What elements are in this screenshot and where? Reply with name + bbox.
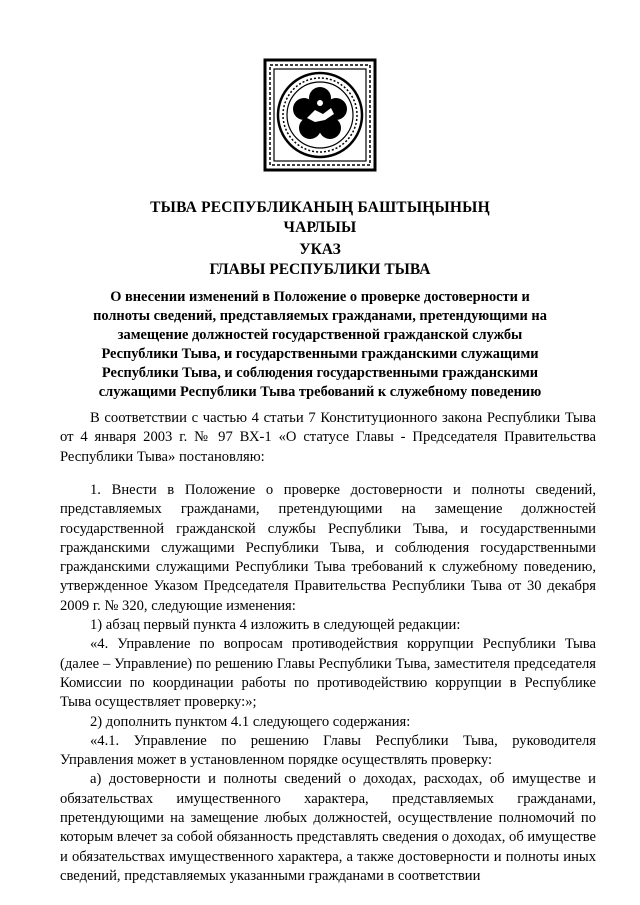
preamble-block: [60, 409, 596, 467]
paragraph: 1) абзац первый пункта 4 изложить в следующей редакции:: [90, 617, 461, 634]
coat-of-arms-emblem: [263, 58, 377, 172]
title-line: О внесении изменений в Положение о проверке достоверности и: [110, 289, 530, 305]
header-tuvan: [0, 198, 640, 238]
header-line-1: ТЫВА РЕСПУБЛИКАНЫҢ БАШТЫҢЫНЫҢ: [150, 199, 490, 216]
header-line-2: ЧАРЛЫЫ: [283, 219, 357, 236]
header-russian: [0, 240, 640, 280]
paragraph: 2) дополнить пунктом 4.1 следующего содержания:: [90, 713, 411, 730]
document-title: [0, 288, 640, 403]
paragraph: 1. Внести в Положение о проверке достоверности и полноты сведений, представляемых гражданами, претендующими на замещение должностей государственной гражданской службы Республики Тыва, и государственными гражданскими служащими Республики Тыва, и соблюдения государственными гражданскими служащими Республики Тыва требований к служебному поведению, утвержденное Указом Председателя Правительства Республики Тыва от 30 декабря 2009 г. № 320, следующие изменения:: [60, 482, 596, 614]
title-line: полноты сведений, представляемых гражданами, претендующими на: [93, 308, 547, 325]
preamble-paragraph: В соответствии с частью 4 статьи 7 Конституционного закона Республики Тыва от 4 января 2003 г. № 97 ВХ-1 «О статусе Главы - Председателя Правительства Республики Тыва» постановляю:: [60, 410, 596, 465]
paragraph: а) достоверности и полноты сведений о доходах, расходах, об имуществе и обязательствах имущественного характера, представляемых гражданами, претендующими на замещение любых должностей, осуществление полномочий по которым влечет за собой обязанность представлять сведения о доходах, об имуществе и обязательствах имущественного характера, а также достоверности и полноты иных сведений, представляемых указанными гражданами в соответствии: [60, 771, 596, 884]
title-line: служащими Республики Тыва требований к служебному поведению: [98, 384, 542, 401]
header-line-4: ГЛАВЫ РЕСПУБЛИКИ ТЫВА: [209, 261, 431, 278]
title-line: Республики Тыва, и соблюдения государственными гражданскими: [101, 365, 539, 382]
header-line-3: УКАЗ: [299, 241, 341, 258]
paragraph: «4. Управление по вопросам противодействия коррупции Республики Тыва (далее – Управление) по решению Главы Республики Тыва, заместителя председателя Комиссии по координации работы по противодействию коррупции в Республике Тыва осуществляет проверку:»;: [60, 636, 596, 711]
main-text: [60, 481, 596, 886]
title-line: Республики Тыва, и государственными гражданскими служащими: [101, 346, 539, 363]
paragraph: «4.1. Управление по решению Главы Республики Тыва, руководителя Управления может в установленном порядке осуществлять проверку:: [60, 732, 596, 769]
title-line: замещение должностей государственной гражданской службы: [117, 327, 523, 344]
